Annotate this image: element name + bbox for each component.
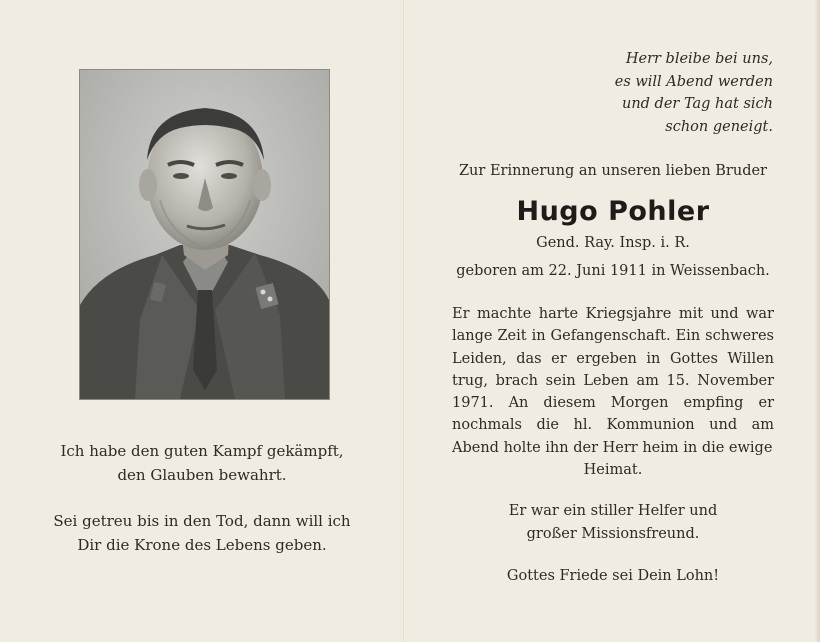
bible-verse-2: Sei getreu bis in den Tod, dann will ich Dir die Krone des Lebens geben. <box>53 512 351 554</box>
page-edge-shadow <box>814 0 820 642</box>
portrait-photo <box>79 69 330 400</box>
rank-title: Gend. Ray. Insp. i. R. <box>536 235 690 251</box>
motto-verse: Herr bleibe bei uns, es will Abend werden und der Tag hat sich schon geneigt. <box>614 51 773 135</box>
biography-last-line: Heimat. <box>583 462 643 479</box>
deceased-name: Hugo Pohler <box>516 196 710 227</box>
biography-text <box>452 303 774 481</box>
birth-line: geboren am 22. Juni 1911 in Weissenbach. <box>456 263 770 279</box>
intro-line: Zur Erinnerung an unseren lieben Bruder <box>458 163 767 179</box>
left-panel <box>0 0 404 642</box>
closing-blessing: Gottes Friede sei Dein Lohn! <box>506 568 720 584</box>
biography-body: Er machte harte Kriegsjahre mit und war lange Zeit in Gefangenschaft. Ein schweres Leiden, das er ergeben in Gottes Willen trug, brach sein Leben am 15. November 1971. An diesem Morgen empfing er nochmals die hl. Kommunion und am Abend holte ihn der Herr heim in die ewige <box>452 306 774 456</box>
closing-tribute: Er war ein stiller Helfer und großer Missionsfreund. <box>508 503 718 542</box>
bible-verse-1: Ich habe den guten Kampf gekämpft, den Glauben bewahrt. <box>60 442 344 484</box>
